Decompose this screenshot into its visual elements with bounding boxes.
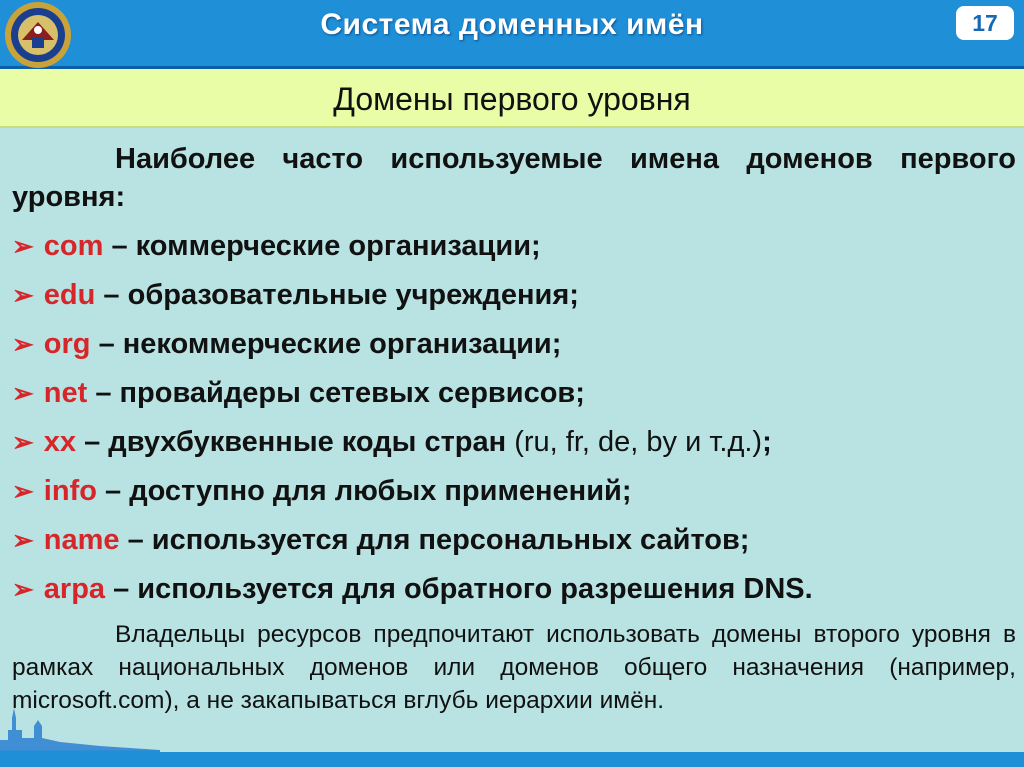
list-item-xx: [12, 418, 1016, 467]
domain-description: – образовательные учреждения;: [95, 279, 579, 311]
section-title: Домены первого уровня: [333, 81, 691, 117]
domain-term: name: [43, 524, 120, 556]
city-skyline-icon: [0, 700, 160, 756]
arrow-bullet-icon: ➢: [12, 427, 34, 457]
arrow-bullet-icon: ➢: [12, 476, 34, 506]
country-code-examples: (ru, fr, de, by и т.д.): [514, 426, 763, 458]
list-item-org: [12, 320, 1016, 369]
list-item-edu: [12, 271, 1016, 320]
domain-term: org: [43, 328, 91, 360]
header-bar: [0, 0, 1024, 69]
note-text: Владельцы ресурсов предпочитают использовать домены второго уровня в рамках национальных доменов или доменов общего назначения (например, microsoft.com), а не закапываться вглубь иерархии имён.: [12, 621, 1016, 714]
arrow-bullet-icon: ➢: [12, 378, 34, 408]
domain-term: arpa: [43, 573, 106, 605]
domain-description: – коммерческие организации;: [103, 230, 541, 262]
domain-description: – некоммерческие организации;: [90, 328, 562, 360]
slide-title: Система доменных имён: [320, 8, 704, 41]
list-item-com: [12, 222, 1016, 271]
page-number-badge: 17: [956, 6, 1014, 40]
domain-term: com: [43, 230, 104, 262]
arrow-bullet-icon: ➢: [12, 329, 34, 359]
list-item-name: [12, 516, 1016, 565]
subheader-bar: [0, 69, 1024, 128]
domain-description: – провайдеры сетевых сервисов;: [87, 377, 585, 409]
arrow-bullet-icon: ➢: [12, 231, 34, 261]
list-item-info: [12, 467, 1016, 516]
arrow-bullet-icon: ➢: [12, 525, 34, 555]
list-item-tail: ;: [762, 426, 772, 458]
domain-description: – двухбуквенные коды стран: [76, 426, 515, 458]
list-item-arpa: [12, 565, 1016, 614]
domain-description: – используется для персональных сайтов;: [119, 524, 750, 556]
domain-term: xx: [43, 426, 77, 458]
domain-list: [12, 222, 1016, 614]
arrow-bullet-icon: ➢: [12, 280, 34, 310]
intro-text: Наиболее часто используемые имена доменов первого уровня:: [12, 143, 1016, 213]
slide-content: [12, 130, 1016, 717]
arrow-bullet-icon: ➢: [12, 574, 34, 604]
list-item-net: [12, 369, 1016, 418]
domain-description: – используется для обратного разрешения DNS.: [105, 573, 813, 605]
domain-term: net: [43, 377, 88, 409]
domain-description: – доступно для любых применений;: [96, 475, 632, 507]
domain-term: edu: [43, 279, 96, 311]
domain-term: info: [43, 475, 97, 507]
footer-bar: [0, 752, 1024, 767]
